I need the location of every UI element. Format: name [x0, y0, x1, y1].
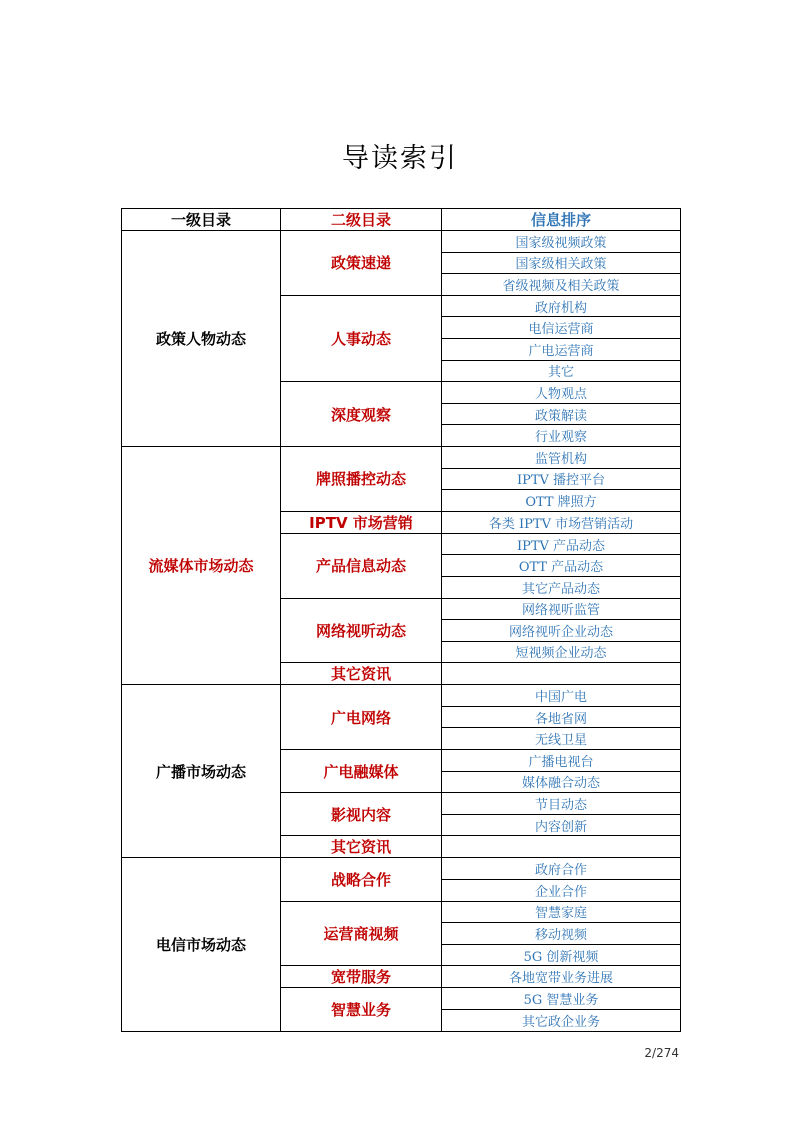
- info-item: 国家级视频政策: [442, 231, 681, 253]
- table-row: [122, 446, 681, 468]
- info-item: 其它政企业务: [442, 1010, 681, 1032]
- level2-category: IPTV 市场营销: [281, 511, 442, 533]
- info-item: [442, 836, 681, 858]
- info-item: 电信运营商: [442, 317, 681, 339]
- page-title: 导读索引: [342, 143, 458, 174]
- level1-category: 政策人物动态: [122, 231, 281, 447]
- level2-category: 其它资讯: [281, 836, 442, 858]
- info-item: 监管机构: [442, 446, 681, 468]
- info-item: 中国广电: [442, 685, 681, 707]
- info-item: 网络视听监管: [442, 598, 681, 620]
- index-table: [121, 208, 681, 1032]
- header-row: [122, 209, 681, 231]
- info-item: 5G 智慧业务: [442, 988, 681, 1010]
- level2-category: 政策速递: [281, 231, 442, 296]
- info-item: 国家级相关政策: [442, 252, 681, 274]
- level1-category: 广播市场动态: [122, 685, 281, 858]
- info-item: 媒体融合动态: [442, 771, 681, 793]
- info-item: OTT 牌照方: [442, 490, 681, 512]
- info-item: 人物观点: [442, 382, 681, 404]
- level2-category: 智慧业务: [281, 988, 442, 1031]
- info-item: IPTV 播控平台: [442, 468, 681, 490]
- level2-category: 运营商视频: [281, 901, 442, 966]
- info-item: 各地省网: [442, 706, 681, 728]
- info-item: 企业合作: [442, 880, 681, 902]
- level2-category: 广电网络: [281, 685, 442, 750]
- info-item: 节目动态: [442, 793, 681, 815]
- page-number: 2/274: [644, 1046, 679, 1060]
- info-item: 各类 IPTV 市场营销活动: [442, 511, 681, 533]
- level2-category: 广电融媒体: [281, 750, 442, 793]
- level2-category: 战略合作: [281, 858, 442, 901]
- header-level2: 二级目录: [281, 209, 442, 231]
- info-item: 内容创新: [442, 814, 681, 836]
- table-row: [122, 858, 681, 880]
- header-level1: 一级目录: [122, 209, 281, 231]
- info-item: 其它: [442, 360, 681, 382]
- level2-category: 宽带服务: [281, 966, 442, 988]
- info-item: 广电运营商: [442, 338, 681, 360]
- info-item: 广播电视台: [442, 750, 681, 772]
- level2-category: 影视内容: [281, 793, 442, 836]
- level2-category: 人事动态: [281, 295, 442, 381]
- level1-category: 电信市场动态: [122, 858, 281, 1031]
- level2-category: 网络视听动态: [281, 598, 442, 663]
- info-item: IPTV 产品动态: [442, 533, 681, 555]
- info-item: 行业观察: [442, 425, 681, 447]
- info-item: 移动视频: [442, 923, 681, 945]
- info-item: 其它产品动态: [442, 576, 681, 598]
- header-order: 信息排序: [442, 209, 681, 231]
- table-row: [122, 685, 681, 707]
- info-item: 短视频企业动态: [442, 641, 681, 663]
- info-item: 5G 创新视频: [442, 944, 681, 966]
- info-item: 无线卫星: [442, 728, 681, 750]
- level2-category: 产品信息动态: [281, 533, 442, 598]
- info-item: OTT 产品动态: [442, 555, 681, 577]
- info-item: 各地宽带业务进展: [442, 966, 681, 988]
- info-item: 网络视听企业动态: [442, 620, 681, 642]
- level2-category: 其它资讯: [281, 663, 442, 685]
- info-item: 政府合作: [442, 858, 681, 880]
- info-item: [442, 663, 681, 685]
- table-row: [122, 231, 681, 253]
- level2-category: 牌照播控动态: [281, 446, 442, 511]
- info-item: 省级视频及相关政策: [442, 274, 681, 296]
- info-item: 政府机构: [442, 295, 681, 317]
- info-item: 政策解读: [442, 403, 681, 425]
- info-item: 智慧家庭: [442, 901, 681, 923]
- level1-category: 流媒体市场动态: [122, 446, 281, 684]
- level2-category: 深度观察: [281, 382, 442, 447]
